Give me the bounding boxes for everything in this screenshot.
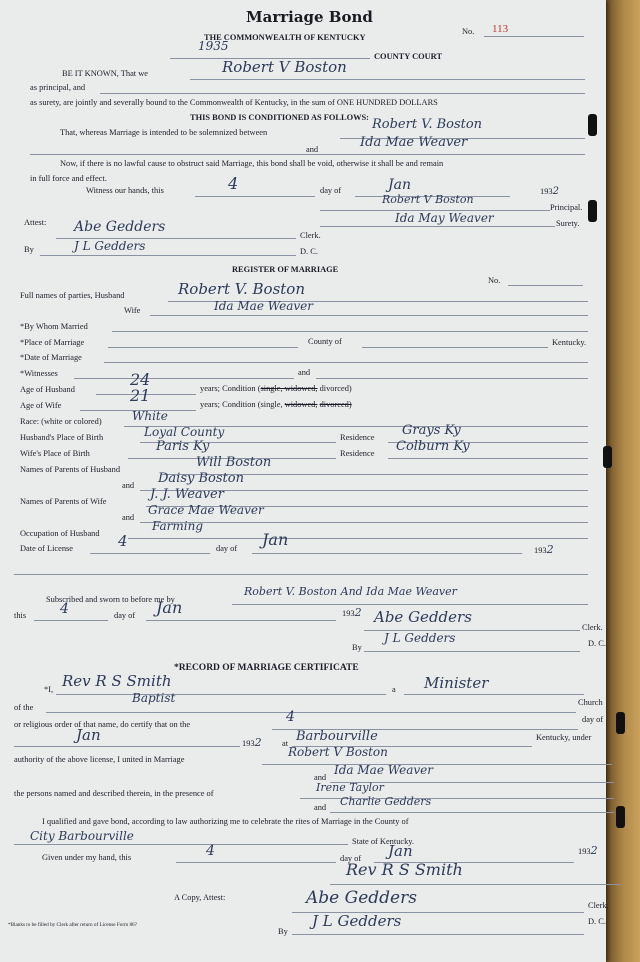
witness-2: Charlie Gedders xyxy=(340,795,432,808)
cert-bride: Ida Mae Weaver xyxy=(334,763,433,777)
age-wife-value: 21 xyxy=(130,386,151,405)
by-label: By xyxy=(24,245,34,254)
year-label: 1932 xyxy=(540,186,559,197)
church-name: Baptist xyxy=(132,691,176,705)
given-signature: Rev R S Smith xyxy=(346,860,463,879)
this-label: this xyxy=(14,611,27,620)
copy-by-label: By xyxy=(278,927,288,936)
religious-text: or religious order of that name, do certify that on the xyxy=(14,720,191,729)
bond-day: 4 xyxy=(228,174,239,193)
in-force-text: in full force and effect. xyxy=(30,174,107,183)
register-heading: REGISTER OF MARRIAGE xyxy=(232,265,339,274)
dc-label: D. C. xyxy=(300,247,318,256)
condition-husband: years; Condition (single, widowed, divorced) xyxy=(200,384,352,393)
place-label: *Place of Marriage xyxy=(20,338,85,347)
minister-name: Rev R S Smith xyxy=(62,672,172,690)
witnesses-and: and xyxy=(298,368,311,377)
husband-residence: Grays Ky xyxy=(402,423,461,438)
wife-name: Ida Mae Weaver xyxy=(214,299,313,313)
be-it-known: BE IT KNOWN, That we xyxy=(62,69,148,78)
copy-dc-label: D. C. xyxy=(588,917,606,926)
cert-and: and xyxy=(314,773,327,782)
county-of-label: County of xyxy=(308,337,342,346)
age-wife-label: Age of Wife xyxy=(20,401,62,410)
cert-year: 1932 xyxy=(242,736,262,749)
wife-birth-value: Paris Ky xyxy=(156,439,210,454)
sub-day: 4 xyxy=(60,601,69,617)
cert-i-label: *I, xyxy=(44,685,54,694)
county-handwritten: 1935 xyxy=(198,39,229,53)
given-text: Given under my hand, this xyxy=(42,853,132,862)
number-value: 113 xyxy=(492,23,509,35)
cert-month: Jan xyxy=(76,726,101,744)
given-year: 1932 xyxy=(578,844,598,857)
kentucky-under: Kentucky, under xyxy=(536,733,592,742)
cert-groom: Robert V Boston xyxy=(288,745,388,759)
copy-attest: A Copy, Attest: xyxy=(174,893,226,902)
surety-signature: Ida May Weaver xyxy=(395,211,494,225)
qualified-text: I qualified and gave bond, according to law authorizing me to celebrate the rites of Marriage in the County of xyxy=(42,817,409,826)
footnote: *Blanks to be filled by Clerk after return of License Form 86? xyxy=(8,922,137,928)
register-dc-signature: J L Gedders xyxy=(384,631,456,645)
of-the-label: of the xyxy=(14,703,34,712)
witness-1: Irene Taylor xyxy=(316,781,384,794)
as-principal: as principal, and xyxy=(30,83,86,92)
cert-day-of: day of xyxy=(582,715,604,724)
bond-month: Jan xyxy=(388,177,411,193)
witness-and: and xyxy=(314,803,327,812)
certificate-heading: *RECORD OF MARRIAGE CERTIFICATE xyxy=(174,663,359,673)
witness-hands: Witness our hands, this xyxy=(86,186,164,195)
given-month: Jan xyxy=(388,842,413,860)
copy-clerk-signature: Abe Gedders xyxy=(306,888,417,908)
binder-tab xyxy=(588,200,597,222)
principal-label: Principal. xyxy=(550,203,583,212)
copy-dc-signature: J L Gedders xyxy=(312,912,402,930)
occupation-value: Farming xyxy=(152,519,204,533)
parents-and: and xyxy=(122,481,135,490)
mother-wife: Grace Mae Weaver xyxy=(148,503,264,517)
register-by-label: By xyxy=(352,643,362,652)
now-if-text: Now, if there is no lawful cause to obstruct said Marriage, this bond shall be void, otherwise it shall be and remain xyxy=(60,159,444,168)
register-clerk-label: Clerk. xyxy=(582,623,603,632)
binder-tab xyxy=(616,806,625,828)
minister-title: Minister xyxy=(424,674,489,692)
by-whom-label: *By Whom Married xyxy=(20,322,88,331)
cert-place: Barbourville xyxy=(296,729,378,744)
register-clerk-signature: Abe Gedders xyxy=(374,608,472,626)
husband-birth-label: Husband's Place of Birth xyxy=(20,433,104,442)
register-no-label: No. xyxy=(488,276,501,285)
county-court-label: COUNTY COURT xyxy=(374,52,443,61)
clerk-label: Clerk. xyxy=(300,231,321,240)
groom-name: Robert V. Boston xyxy=(372,117,483,132)
residence-label: Residence xyxy=(340,433,375,442)
race-label: Race: (white or colored) xyxy=(20,417,102,426)
church-label: Church xyxy=(578,698,603,707)
cert-a-label: a xyxy=(392,685,396,694)
persons-text: the persons named and described therein, in the presence of xyxy=(14,789,214,798)
county-city: City Barbourville xyxy=(30,829,134,843)
parents-wife-label: Names of Parents of Wife xyxy=(20,497,107,506)
attest-signature: Abe Gedders xyxy=(74,219,166,235)
parents-wife-and: and xyxy=(122,513,135,522)
sub-month: Jan xyxy=(156,598,183,617)
mother-husband: Daisy Boston xyxy=(158,471,244,486)
wife-label: Wife xyxy=(124,306,141,315)
wife-residence: Colburn Ky xyxy=(396,439,470,454)
copy-clerk-label: Clerk. xyxy=(588,901,609,910)
full-names-label: Full names of parties, Husband xyxy=(20,291,125,300)
sub-day-of: day of xyxy=(114,611,136,620)
sub-year: 1932 xyxy=(342,606,362,619)
as-surety: as surety, are jointly and severally bound to the Commonwealth of Kentucky, in the sum of ONE HUNDRED DOLLARS xyxy=(30,98,438,107)
husband-name: Robert V. Boston xyxy=(178,280,305,298)
parents-husband-label: Names of Parents of Husband xyxy=(20,465,121,474)
date-license-label: Date of License xyxy=(20,544,74,553)
day-of-label: day of xyxy=(320,186,342,195)
bond-name: Robert V Boston xyxy=(222,58,347,76)
kentucky-label: Kentucky. xyxy=(552,338,587,347)
by-signature: J L Gedders xyxy=(74,239,146,253)
binder-tab xyxy=(603,446,612,468)
attest-label: Attest: xyxy=(24,218,47,227)
age-husband-label: Age of Husband xyxy=(20,385,75,394)
license-day: 4 xyxy=(118,532,128,550)
condition-wife: years; Condition (single, widowed, divorced) xyxy=(200,400,352,409)
given-day: 4 xyxy=(206,843,215,859)
age-husband-value: 24 xyxy=(130,370,151,389)
cert-at-label: at xyxy=(282,739,289,748)
whereas-text: That, whereas Marriage is intended to be solemnized between xyxy=(60,128,268,137)
binder-tab xyxy=(588,114,597,136)
father-wife: J. J. Weaver xyxy=(150,487,224,502)
document-title: Marriage Bond xyxy=(246,8,373,26)
principal-signature: Robert V Boston xyxy=(382,193,474,206)
subscribed-by: Robert V. Boston And Ida Mae Weaver xyxy=(244,585,457,598)
race-value: White xyxy=(132,409,168,423)
number-label: No. xyxy=(462,27,475,36)
husband-birth-value: Loyal County xyxy=(144,425,225,439)
bride-name: Ida Mae Weaver xyxy=(360,135,468,150)
wife-birth-label: Wife's Place of Birth xyxy=(20,449,90,458)
commonwealth-heading: THE COMMONWEALTH OF KENTUCKY xyxy=(204,33,366,42)
date-label: *Date of Marriage xyxy=(20,353,82,362)
and-label: and xyxy=(306,145,319,154)
register-dc-label: D. C. xyxy=(588,639,606,648)
license-year: 1932 xyxy=(534,543,554,556)
subscribed-label: Subscribed and sworn to before me by xyxy=(46,595,175,604)
state-of-kentucky: State of Kentucky. xyxy=(352,837,415,846)
residence-label: Residence xyxy=(340,449,375,458)
surety-label: Surety. xyxy=(556,219,580,228)
binder-tab xyxy=(616,712,625,734)
given-day-of: day of xyxy=(340,854,362,863)
authority-text: authority of the above license, I united in Marriage xyxy=(14,755,185,764)
occupation-label: Occupation of Husband xyxy=(20,529,100,538)
conditioned-heading: THIS BOND IS CONDITIONED AS FOLLOWS: xyxy=(190,113,369,122)
license-day-of: day of xyxy=(216,544,238,553)
witnesses-label: *Witnesses xyxy=(20,369,58,378)
cert-day: 4 xyxy=(286,709,295,725)
father-husband: Will Boston xyxy=(196,455,272,470)
license-month: Jan xyxy=(262,530,289,549)
